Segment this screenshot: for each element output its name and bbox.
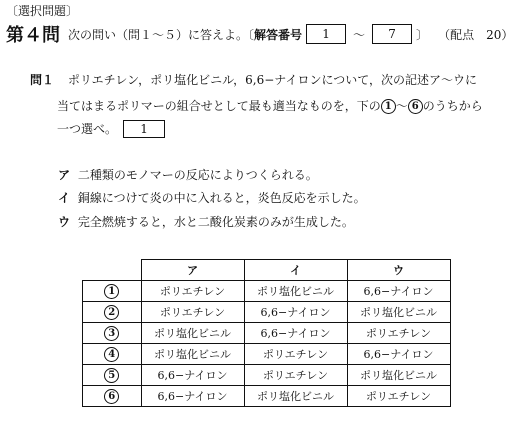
points-label: （配点 20） bbox=[438, 27, 514, 42]
statement-a bbox=[58, 166, 318, 183]
question-header bbox=[6, 21, 513, 47]
table-header-a: ア bbox=[141, 260, 244, 281]
choice-range-sep: ～ bbox=[395, 99, 408, 113]
question1-line3 bbox=[57, 120, 165, 138]
question1-line2 bbox=[57, 97, 483, 114]
cell-i: ポリエチレン bbox=[244, 344, 347, 365]
table-header-i: イ bbox=[244, 260, 347, 281]
close-bracket: 〕 bbox=[416, 27, 429, 42]
cell-u: ポリ塩化ビニル bbox=[347, 365, 450, 386]
cell-i: ポリ塩化ビニル bbox=[244, 281, 347, 302]
choice-number-circle: 1 bbox=[104, 284, 119, 299]
table-row[interactable] bbox=[83, 281, 451, 302]
choice-number-circle: 3 bbox=[104, 326, 119, 341]
choice-first-circle: 1 bbox=[381, 99, 396, 114]
cell-i: 6,6−ナイロン bbox=[244, 323, 347, 344]
cell-i: ポリエチレン bbox=[244, 365, 347, 386]
cell-u: ポリエチレン bbox=[347, 323, 450, 344]
question-number: 第４問 bbox=[6, 25, 60, 46]
question1-line1 bbox=[30, 71, 477, 88]
table-header-row bbox=[83, 260, 451, 281]
cell-a: ポリ塩化ビニル bbox=[141, 344, 244, 365]
cell-a: ポリエチレン bbox=[141, 281, 244, 302]
cell-i: ポリ塩化ビニル bbox=[244, 386, 347, 407]
table-row[interactable] bbox=[83, 365, 451, 386]
statement-text: 二種類のモノマーの反応によりつくられる。 bbox=[77, 168, 318, 182]
question1-label: 問１ bbox=[30, 73, 55, 87]
choice-number-circle: 4 bbox=[104, 347, 119, 362]
choice-number-cell bbox=[83, 386, 142, 407]
choice-number-cell bbox=[83, 281, 142, 302]
statement-u bbox=[58, 213, 354, 230]
answer-range-start-box: 1 bbox=[306, 24, 346, 44]
table-row[interactable] bbox=[83, 386, 451, 407]
section-tag: 〔選択問題〕 bbox=[6, 4, 79, 18]
choice-last-circle: 6 bbox=[408, 99, 423, 114]
statement-key: ア bbox=[58, 168, 71, 182]
choice-number-cell bbox=[83, 302, 142, 323]
table-header-u: ウ bbox=[347, 260, 450, 281]
cell-a: ポリ塩化ビニル bbox=[141, 323, 244, 344]
cell-u: 6,6−ナイロン bbox=[347, 344, 450, 365]
header-instruction: 次の問い（問１～５）に答えよ。〔 bbox=[68, 27, 255, 42]
statement-text: 銅線につけて炎の中に入れると，炎色反応を示した。 bbox=[77, 191, 366, 205]
range-separator: ～ bbox=[353, 27, 366, 42]
cell-i: 6,6−ナイロン bbox=[244, 302, 347, 323]
cell-u: ポリエチレン bbox=[347, 386, 450, 407]
statement-text: 完全燃焼すると，水と二酸化炭素のみが生成した。 bbox=[77, 215, 354, 229]
statement-key: イ bbox=[58, 191, 71, 205]
table-row[interactable] bbox=[83, 344, 451, 365]
cell-u: 6,6−ナイロン bbox=[347, 281, 450, 302]
question1-text-line2-tail: のうちから bbox=[422, 99, 483, 113]
cell-a: ポリエチレン bbox=[141, 302, 244, 323]
choice-number-cell bbox=[83, 365, 142, 386]
table-row[interactable] bbox=[83, 323, 451, 344]
cell-u: ポリ塩化ビニル bbox=[347, 302, 450, 323]
answer-box-1[interactable]: 1 bbox=[123, 120, 165, 138]
table-row[interactable] bbox=[83, 302, 451, 323]
answer-range-end-box: 7 bbox=[372, 24, 412, 44]
cell-a: 6,6−ナイロン bbox=[141, 386, 244, 407]
answer-number-label: 解答番号 bbox=[254, 27, 303, 42]
table-corner-cell bbox=[83, 260, 142, 281]
choice-number-cell bbox=[83, 323, 142, 344]
cell-a: 6,6−ナイロン bbox=[141, 365, 244, 386]
choice-number-circle: 6 bbox=[104, 389, 119, 404]
statement-i bbox=[58, 189, 366, 206]
choice-number-cell bbox=[83, 344, 142, 365]
choice-number-circle: 2 bbox=[104, 305, 119, 320]
question1-text-line2: 当てはまるポリマーの組合せとして最も適当なものを，下の bbox=[57, 99, 381, 113]
answer-choices-table bbox=[82, 259, 451, 407]
statement-key: ウ bbox=[58, 215, 71, 229]
choice-number-circle: 5 bbox=[104, 368, 119, 383]
question1-text-line1: ポリエチレン，ポリ塩化ビニル，6,6−ナイロンについて，次の記述ア～ウに bbox=[67, 73, 477, 87]
question1-text-line3: 一つ選べ。 bbox=[57, 122, 118, 136]
